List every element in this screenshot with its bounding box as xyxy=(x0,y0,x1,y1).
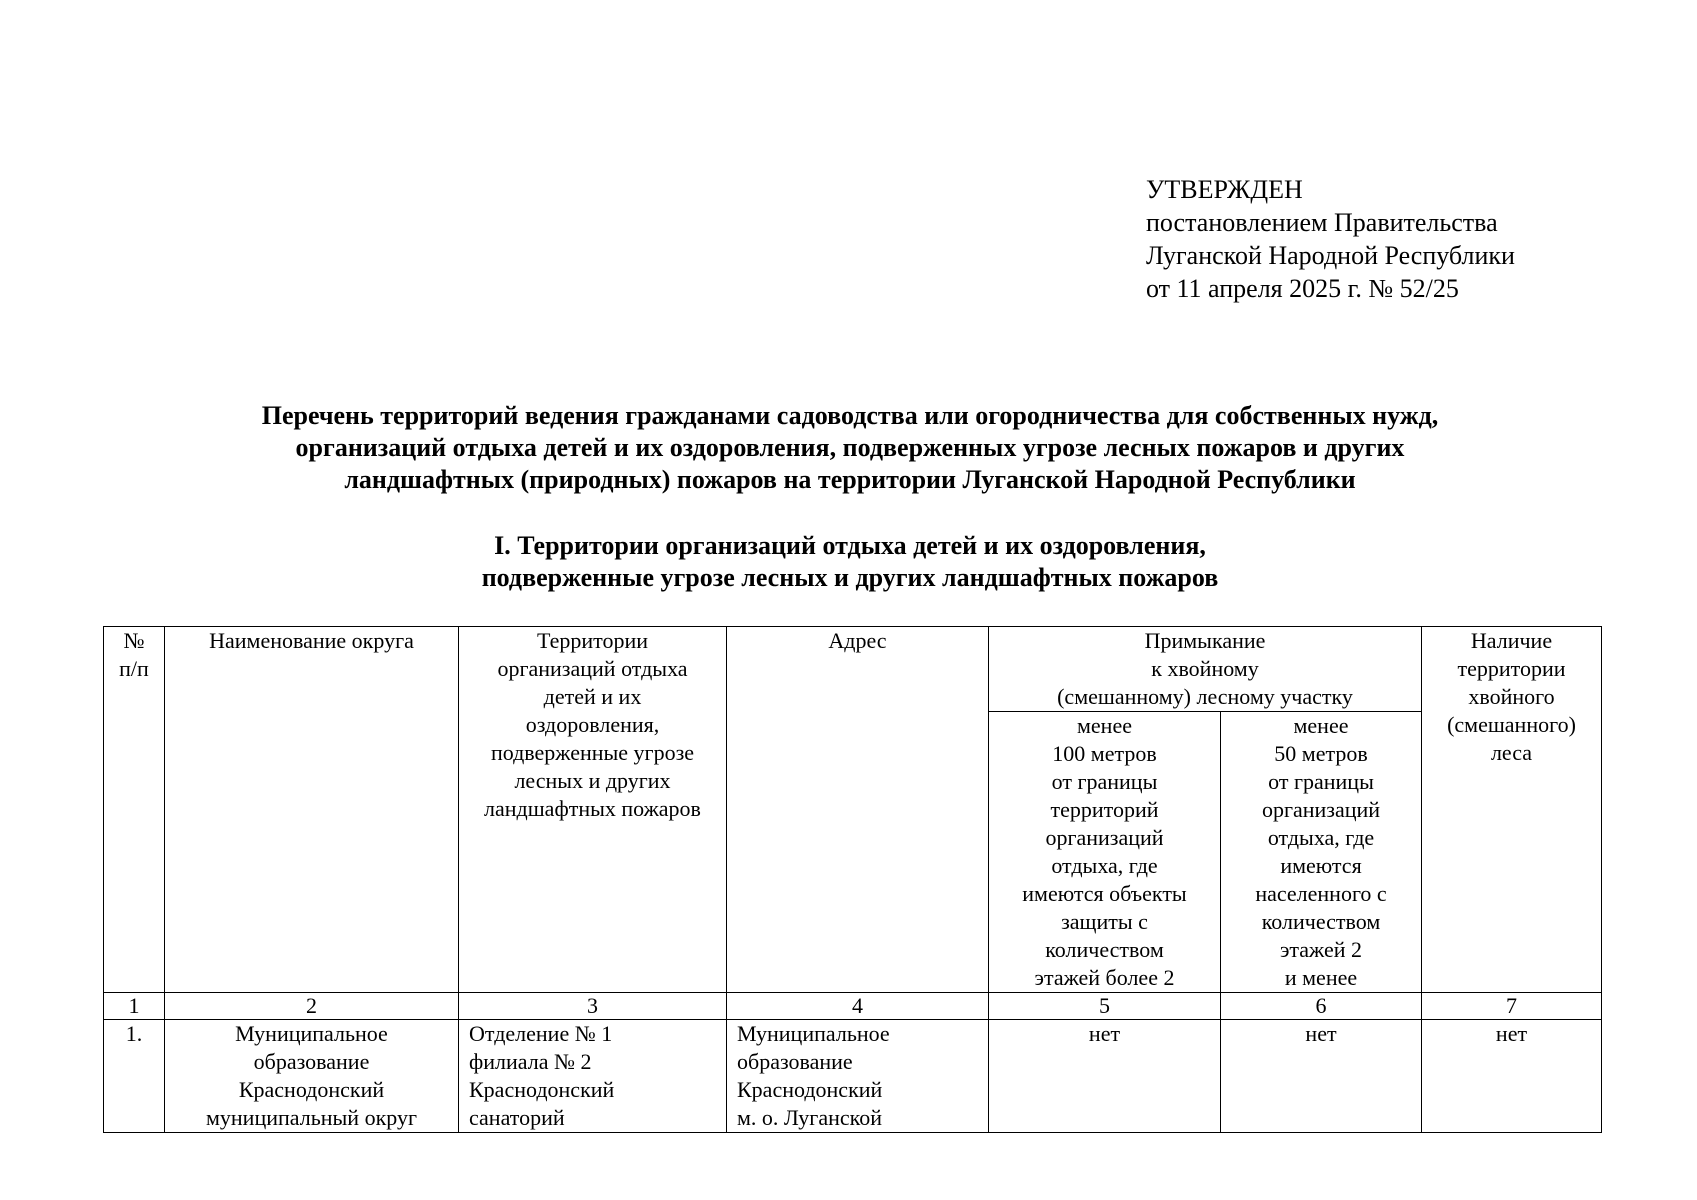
section-title-line: I. Территории организаций отдыха детей и их оздоровления, xyxy=(494,531,1206,560)
header-address: Адрес xyxy=(727,627,989,993)
title-line: ландшафтных (природных) пожаров на территории Луганской Народной Республики xyxy=(344,465,1356,494)
document-title xyxy=(110,400,1590,496)
approval-line: Луганской Народной Республики xyxy=(1146,241,1515,270)
row-number: 1. xyxy=(104,1020,165,1133)
approval-line: от 11 апреля 2025 г. № 52/25 xyxy=(1146,274,1459,303)
header-territories: Территории организаций отдыха детей и их оздоровления, подверженные угрозе лесных и других ландшафтных пожаров xyxy=(459,627,727,993)
column-number: 1 xyxy=(104,993,165,1020)
header-row xyxy=(104,627,1602,712)
header-adjacency: Примыкание к хвойному (смешанному) лесному участку xyxy=(989,627,1422,712)
column-number: 4 xyxy=(727,993,989,1020)
column-number: 5 xyxy=(989,993,1221,1020)
approval-stamp xyxy=(1146,173,1515,305)
header-less-50m: менее 50 метров от границы организаций отдыха, где имеются населенного с количеством этажей 2 и менее xyxy=(1221,712,1422,993)
cell-district: Муниципальное образование Краснодонский муниципальный округ xyxy=(165,1020,459,1133)
cell-territory: Отделение № 1 филиала № 2 Краснодонский санаторий xyxy=(459,1020,727,1133)
territories-table xyxy=(103,626,1602,1133)
header-district: Наименование округа xyxy=(165,627,459,993)
column-number: 3 xyxy=(459,993,727,1020)
column-number: 2 xyxy=(165,993,459,1020)
cell-address: Муниципальное образование Краснодонский м. о. Луганской xyxy=(727,1020,989,1133)
approval-line: УТВЕРЖДЕН xyxy=(1146,175,1303,204)
header-forest: Наличие территории хвойного (смешанного) леса xyxy=(1422,627,1602,993)
section-title xyxy=(110,530,1590,594)
title-line: Перечень территорий ведения гражданами садоводства или огородничества для собственных нужд, xyxy=(261,401,1439,430)
cell-less-100m: нет xyxy=(989,1020,1221,1133)
column-number: 7 xyxy=(1422,993,1602,1020)
header-less-100m: менее 100 метров от границы территорий организаций отдыха, где имеются объекты защиты с количеством этажей более 2 xyxy=(989,712,1221,993)
column-number: 6 xyxy=(1221,993,1422,1020)
header-num: № п/п xyxy=(104,627,165,993)
cell-forest: нет xyxy=(1422,1020,1602,1133)
approval-line: постановлением Правительства xyxy=(1146,208,1498,237)
column-number-row xyxy=(104,993,1602,1020)
title-line: организаций отдыха детей и их оздоровления, подверженных угрозе лесных пожаров и других xyxy=(295,433,1405,462)
section-title-line: подверженные угрозе лесных и других ландшафтных пожаров xyxy=(481,563,1219,592)
table-row xyxy=(104,1020,1602,1133)
cell-less-50m: нет xyxy=(1221,1020,1422,1133)
